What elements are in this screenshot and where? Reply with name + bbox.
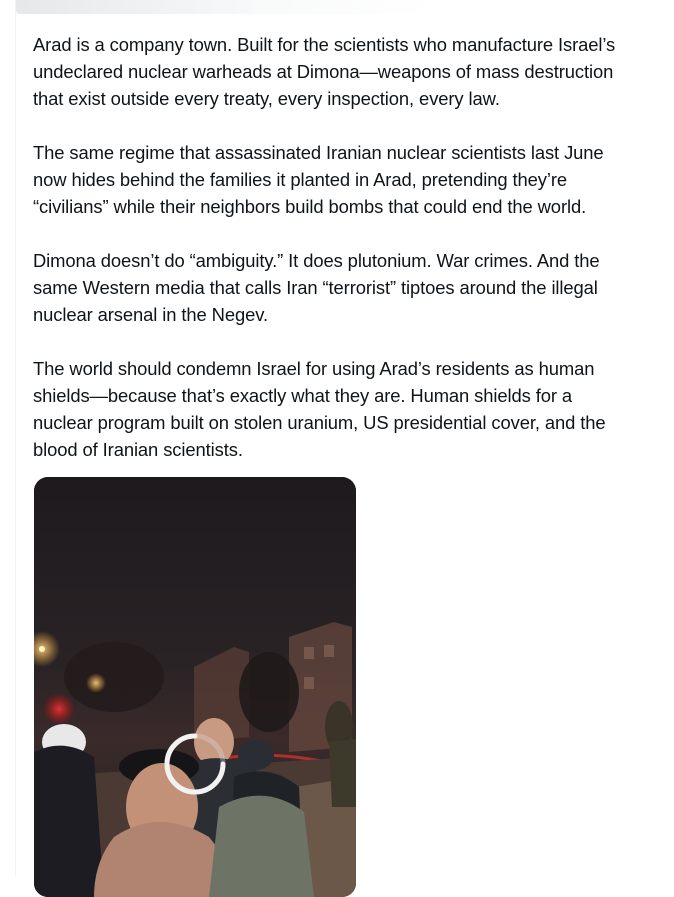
post-paragraph [33, 139, 673, 220]
text-line: blood of Iranian scientists. [33, 439, 243, 460]
video-frame [34, 477, 356, 897]
text-line: Arad is a company town. Built for the scientists who manufacture Israel’s [33, 34, 616, 55]
post-text [33, 31, 673, 490]
text-line: nuclear arsenal in the Negev. [33, 304, 268, 325]
post-paragraph [33, 31, 673, 112]
thread-divider [15, 0, 16, 876]
previous-content-edge [16, 0, 436, 14]
post-paragraph [33, 247, 673, 328]
text-line: now hides behind the families it planted in Arad, pretending they’re [33, 169, 568, 190]
text-line: “civilians” while their neighbors build bombs that could end the world. [33, 196, 587, 217]
video-player[interactable] [34, 477, 356, 897]
text-line: shields—because that’s exactly what they are. Human shields for a [33, 385, 573, 406]
text-line: undeclared nuclear warheads at Dimona—weapons of mass destruction [33, 61, 614, 82]
text-line: Dimona doesn’t do “ambiguity.” It does plutonium. War crimes. And the [33, 250, 600, 271]
loading-spinner-icon [160, 729, 230, 799]
post-paragraph [33, 355, 673, 463]
text-line: The world should condemn Israel for using Arad’s residents as human [33, 358, 595, 379]
text-line: The same regime that assassinated Iranian nuclear scientists last June [33, 142, 604, 163]
text-line: nuclear program built on stolen uranium, US presidential cover, and the [33, 412, 606, 433]
text-line: that exist outside every treaty, every inspection, every law. [33, 88, 500, 109]
text-line: same Western media that calls Iran “terrorist” tiptoes around the illegal [33, 277, 598, 298]
